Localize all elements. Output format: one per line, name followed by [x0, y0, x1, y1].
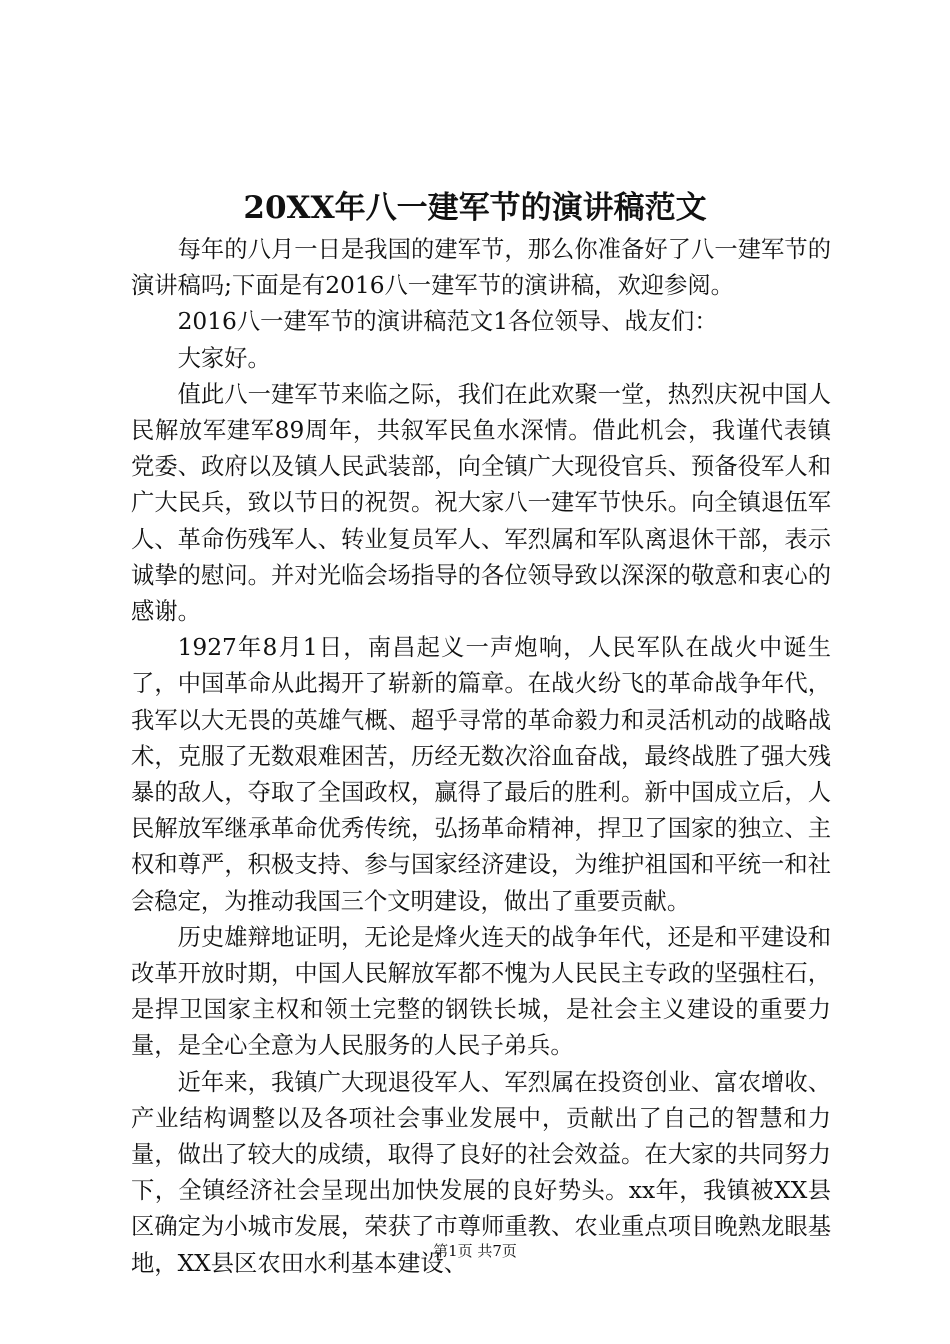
paragraph-body: 值此八一建军节来临之际，我们在此欢聚一堂，热烈庆祝中国人民解放军建军89周年，共叙军民鱼水深情。借此机会，我谨代表镇党委、政府以及镇人民武装部，向全镇广大现役官兵、预备役军人和广大民兵，致以节日的祝贺。祝大家八一建军节快乐。向全镇退伍军人、革命伤残军人、转业复员军人、军烈属和军队离退休干部，表示诚挚的慰问。并对光临会场指导的各位领导致以深深的敬意和衷心的感谢。: [131, 380, 831, 626]
document-body: [131, 232, 831, 1282]
paragraph-body: 近年来，我镇广大现退役军人、军烈属在投资创业、富农增收、产业结构调整以及各项社会事业发展中，贡献出了自己的智慧和力量，做出了较大的成绩，取得了良好的社会效益。在大家的共同努力下，全镇经济社会呈现出加快发展的良好势头。xx年，我镇被XX县区确定为小城市发展，荣获了市尊师重教、农业重点项目晚熟龙眼基地，XX县区农田水利基本建设、: [131, 1068, 831, 1277]
paragraph-body: 历史雄辩地证明，无论是烽火连天的战争年代，还是和平建设和改革开放时期，中国人民解放军都不愧为人民民主专政的坚强柱石，是捍卫国家主权和领土完整的钢铁长城，是社会主义建设的重要力量，是全心全意为人民服务的人民子弟兵。: [131, 923, 831, 1060]
document-title: 20XX年八一建军节的演讲稿范文: [243, 190, 707, 226]
paragraph-heading: 2016八一建军节的演讲稿范文1各位领导、战友们：: [177, 308, 718, 336]
paragraph-intro: 每年的八月一日是我国的建军节，那么你准备好了八一建军节的演讲稿吗;下面是有2016八一建军节的演讲稿，欢迎参阅。: [131, 236, 831, 300]
page-footer: 第1页 共7页: [433, 1242, 517, 1260]
paragraph-body: 1927年8月1日，南昌起义一声炮响，人民军队在战火中诞生了，中国革命从此揭开了崭新的篇章。在战火纷飞的革命战争年代，我军以大无畏的英雄气概、超乎寻常的革命毅力和灵活机动的战略战术，克服了无数艰难困苦，历经无数次浴血奋战，最终战胜了强大残暴的敌人，夺取了全国政权，赢得了最后的胜利。新中国成立后，人民解放军继承革命优秀传统，弘扬革命精神，捍卫了国家的独立、主权和尊严，积极支持、参与国家经济建设，为维护祖国和平统一和社会稳定，为推动我国三个文明建设，做出了重要贡献。: [131, 634, 831, 915]
paragraph-greeting: 大家好。: [177, 344, 271, 372]
